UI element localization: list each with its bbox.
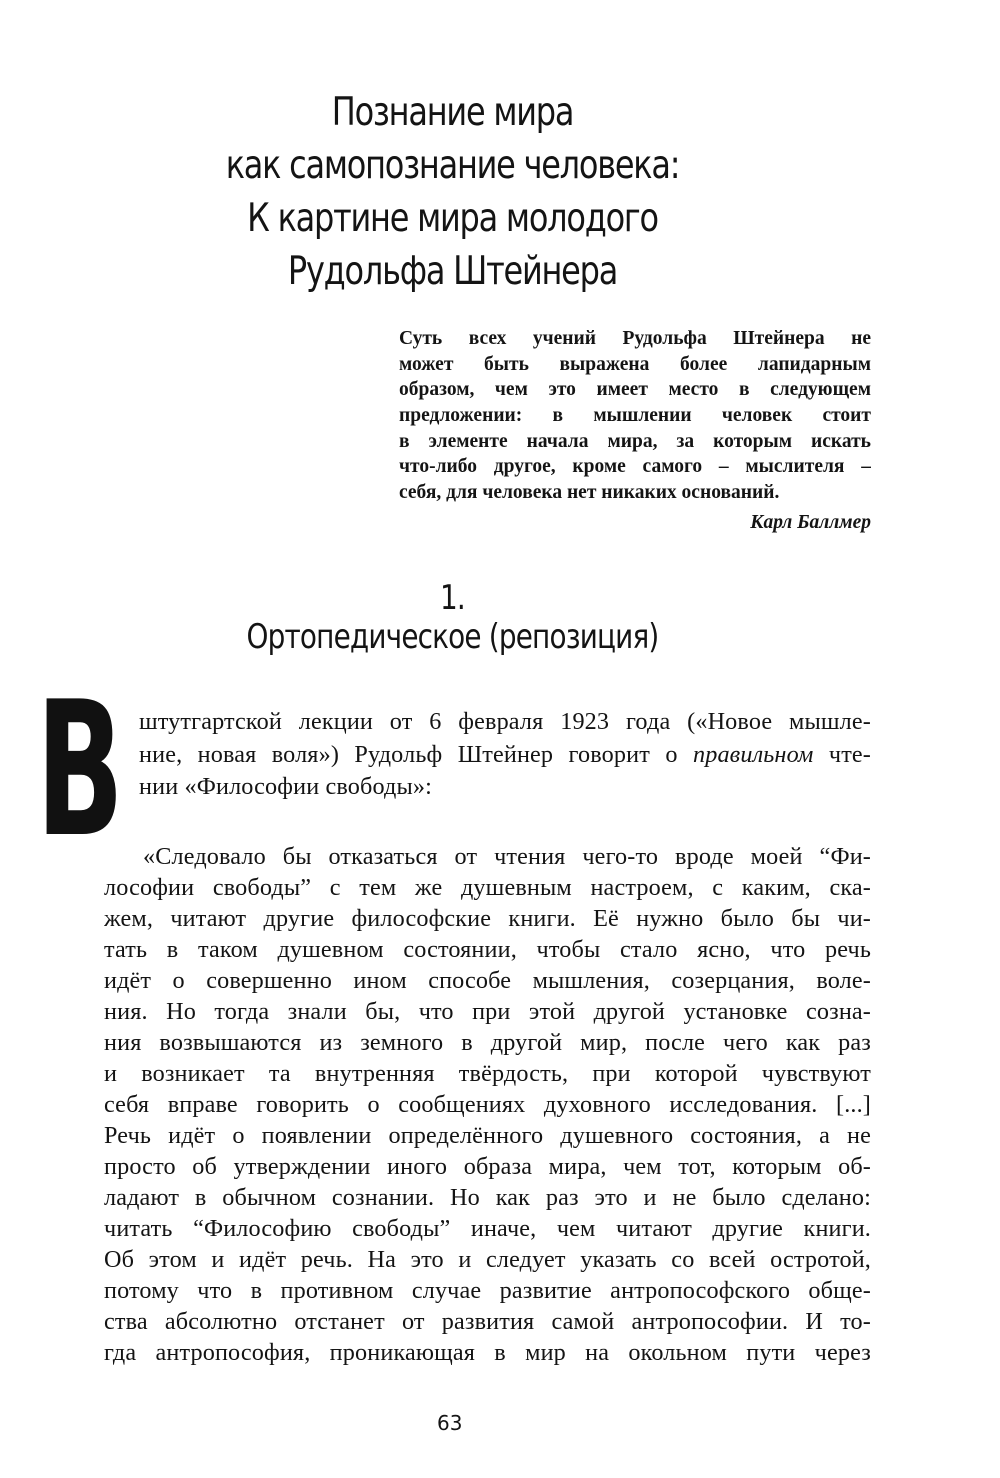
quote-line: гда антропософия, проникающая в мир на окольном пути через <box>104 1339 871 1366</box>
section-number: 1. <box>440 578 465 618</box>
epigraph <box>399 326 871 506</box>
epigraph-line: себя, для человека нет никаких оснований. <box>399 482 780 504</box>
epigraph-line: предложении: в мышлении человек стоит <box>399 405 871 427</box>
epigraph-line: образом, чем это имеет место в следующем <box>399 379 871 401</box>
quote-line: читать “Философию свободы” иначе, чем читают другие книги. <box>104 1215 871 1242</box>
quote-line: жем, читают другие философские книги. Её нужно было бы чи- <box>104 905 871 932</box>
quote-line: Речь идёт о появлении определённого душевного состояния, а не <box>104 1122 871 1149</box>
quote-line: «Следовало бы отказаться от чтения чего-то вроде моей “Фи- <box>143 843 871 870</box>
chapter-title <box>147 86 758 298</box>
intro-line: нии «Философии свободы»: <box>139 773 432 800</box>
chapter-title-line: К картине мира молодого <box>247 196 658 241</box>
epigraph-author: Карл Баллмер <box>750 512 871 533</box>
epigraph-line: в элементе начала мира, за которым искать <box>399 430 871 452</box>
chapter-title-line: как самопознание человека: <box>225 143 680 188</box>
quote-line: и возникает та внутренняя твёрдость, при которой чувствуют <box>104 1060 871 1087</box>
page-number: 63 <box>437 1411 463 1435</box>
quote-line: лософии свободы” с тем же душевным настроем, с каким, ска- <box>104 874 871 901</box>
quote-line: тать в таком душевном состоянии, чтобы стало ясно, что речь <box>104 936 871 963</box>
quote-line: ния возвышаются из земного в другой мир, после чего как раз <box>104 1029 871 1056</box>
epigraph-line: Суть всех учений Рудольфа Штейнера не <box>399 328 871 349</box>
chapter-title-line: Познание мира <box>331 90 574 135</box>
epigraph-line: может быть выражена более лапидарным <box>399 353 871 375</box>
quote-line: просто об утверждении иного образа мира, чем тот, которым об- <box>104 1153 871 1180</box>
drop-cap: В <box>36 661 124 878</box>
section-title: Ортопедическое (репозиция) <box>246 617 659 657</box>
epigraph-line: что-либо другое, кроме самого – мыслителя – <box>399 456 871 478</box>
quote-line: идёт о совершенно ином способе мышления, созерцания, воле- <box>104 967 871 994</box>
quote-line: ладают в обычном сознании. Но как раз это и не было сделано: <box>104 1184 871 1211</box>
emphasis-text: правильном <box>692 741 814 768</box>
quote-line: Об этом и идёт речь. На это и следует указать со всей остротой, <box>104 1246 871 1273</box>
quote-line: ства абсолютно отстанет от развития самой антропософии. И то- <box>104 1308 871 1335</box>
quote-line: себя вправе говорить о сообщениях духовного исследования. [...] <box>104 1091 871 1118</box>
quote-line: потому что в противном случае развитие антропософского обще- <box>104 1277 871 1304</box>
intro-line <box>139 741 871 772</box>
chapter-title-line: Рудольфа Штейнера <box>287 249 618 294</box>
quote-line: ния. Но тогда знали бы, что при этой другой установке созна- <box>104 998 871 1025</box>
intro-line-text: ние, новая воля») Рудольф Штейнер говорит о <box>139 741 678 768</box>
intro-line: штутгартской лекции от 6 февраля 1923 года («Новое мышле- <box>139 708 871 735</box>
intro-line-tail: чте- <box>828 741 871 768</box>
